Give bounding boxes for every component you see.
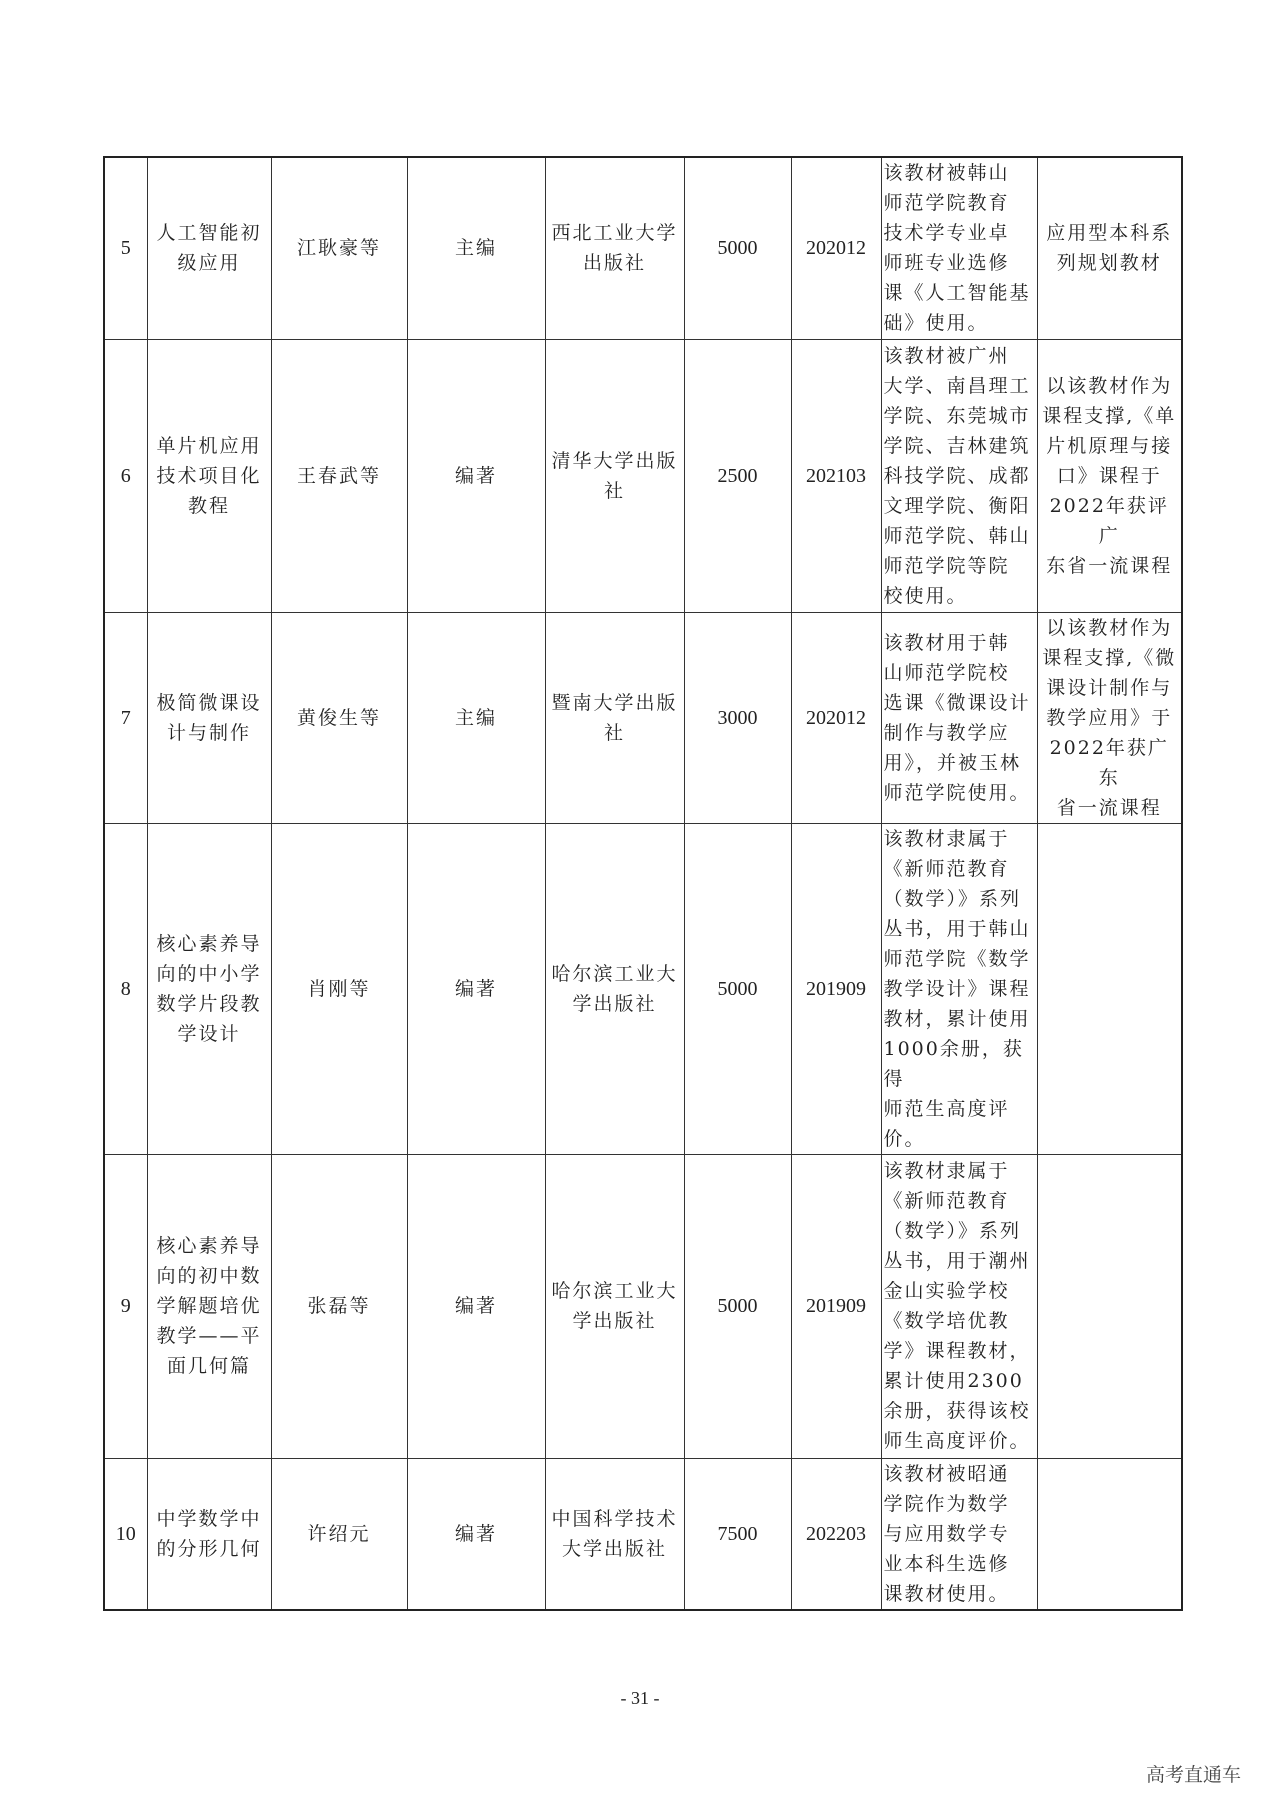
remark-cell: 以该教材作为 课程支撑,《单 片机原理与接 口》课程于 2022年获评广 东省一流课程 [1037,339,1182,612]
page-number: - 31 - [620,1688,660,1708]
publish-date-cell: 201909 [791,1154,881,1458]
row-number-cell: 5 [104,157,147,339]
usage-description-cell: 该教材隶属于 《新师范教育 （数学）》系列 丛书，用于韩山 师范学院《数学 教学设计》课程 教材，累计使用 1000余册，获得 师范生高度评 价。 [881,823,1037,1154]
book-title-cell: 人工智能初 级应用 [147,157,271,339]
role-cell: 编著 [407,1154,545,1458]
publisher-cell: 哈尔滨工业大 学出版社 [545,823,684,1154]
publisher-cell: 哈尔滨工业大 学出版社 [545,1154,684,1458]
publish-date-cell: 202012 [791,157,881,339]
book-title-cell: 极简微课设 计与制作 [147,612,271,823]
usage-description-cell: 该教材被广州 大学、南昌理工 学院、东莞城市 学院、吉林建筑 科技学院、成都 文理学院、衡阳 师范学院、韩山 师范学院等院 校使用。 [881,339,1037,612]
role-cell: 编著 [407,339,545,612]
publish-date-cell: 201909 [791,823,881,1154]
role-cell: 编著 [407,1458,545,1610]
author-cell: 黄俊生等 [271,612,407,823]
table-row [104,1458,1182,1610]
author-cell: 许绍元 [271,1458,407,1610]
remark-cell [1037,823,1182,1154]
table-row [104,612,1182,823]
print-copies-cell: 7500 [684,1458,791,1610]
row-number-cell: 10 [104,1458,147,1610]
print-copies-cell: 5000 [684,823,791,1154]
author-cell: 肖刚等 [271,823,407,1154]
book-title-cell: 中学数学中 的分形几何 [147,1458,271,1610]
usage-description-cell: 该教材被韩山 师范学院教育 技术学专业卓 师班专业选修 课《人工智能基 础》使用。 [881,157,1037,339]
print-copies-cell: 5000 [684,1154,791,1458]
publisher-cell: 暨南大学出版 社 [545,612,684,823]
author-cell: 王春武等 [271,339,407,612]
remark-cell [1037,1458,1182,1610]
role-cell: 主编 [407,612,545,823]
role-cell: 主编 [407,157,545,339]
remark-cell [1037,1154,1182,1458]
publisher-cell: 西北工业大学 出版社 [545,157,684,339]
book-title-cell: 核心素养导 向的初中数 学解题培优 教学——平 面几何篇 [147,1154,271,1458]
row-number-cell: 6 [104,339,147,612]
remark-cell: 应用型本科系 列规划教材 [1037,157,1182,339]
remark-cell: 以该教材作为 课程支撑,《微 课设计制作与 教学应用》于 2022年获广东 省一流课程 [1037,612,1182,823]
print-copies-cell: 2500 [684,339,791,612]
print-copies-cell: 5000 [684,157,791,339]
role-cell: 编著 [407,823,545,1154]
publish-date-cell: 202203 [791,1458,881,1610]
textbook-table [103,156,1183,1611]
author-cell: 张磊等 [271,1154,407,1458]
usage-description-cell: 该教材用于韩 山师范学院校 选课《微课设计 制作与教学应 用》，并被玉林 师范学院使用。 [881,612,1037,823]
publisher-cell: 中国科学技术 大学出版社 [545,1458,684,1610]
row-number-cell: 8 [104,823,147,1154]
row-number-cell: 9 [104,1154,147,1458]
publish-date-cell: 202012 [791,612,881,823]
usage-description-cell: 该教材隶属于 《新师范教育 （数学）》系列 丛书，用于潮州 金山实验学校 《数学培优教 学》课程教材， 累计使用2300 余册，获得该校 师生高度评价。 [881,1154,1037,1458]
book-title-cell: 单片机应用 技术项目化 教程 [147,339,271,612]
watermark: 高考直通车 [1146,1764,1242,1786]
row-number-cell: 7 [104,612,147,823]
book-title-cell: 核心素养导 向的中小学 数学片段教 学设计 [147,823,271,1154]
publish-date-cell: 202103 [791,339,881,612]
print-copies-cell: 3000 [684,612,791,823]
usage-description-cell: 该教材被昭通 学院作为数学 与应用数学专 业本科生选修 课教材使用。 [881,1458,1037,1610]
table-row [104,339,1182,612]
table-row [104,157,1182,339]
table-row [104,1154,1182,1458]
author-cell: 江耿豪等 [271,157,407,339]
table-row [104,823,1182,1154]
publisher-cell: 清华大学出版 社 [545,339,684,612]
